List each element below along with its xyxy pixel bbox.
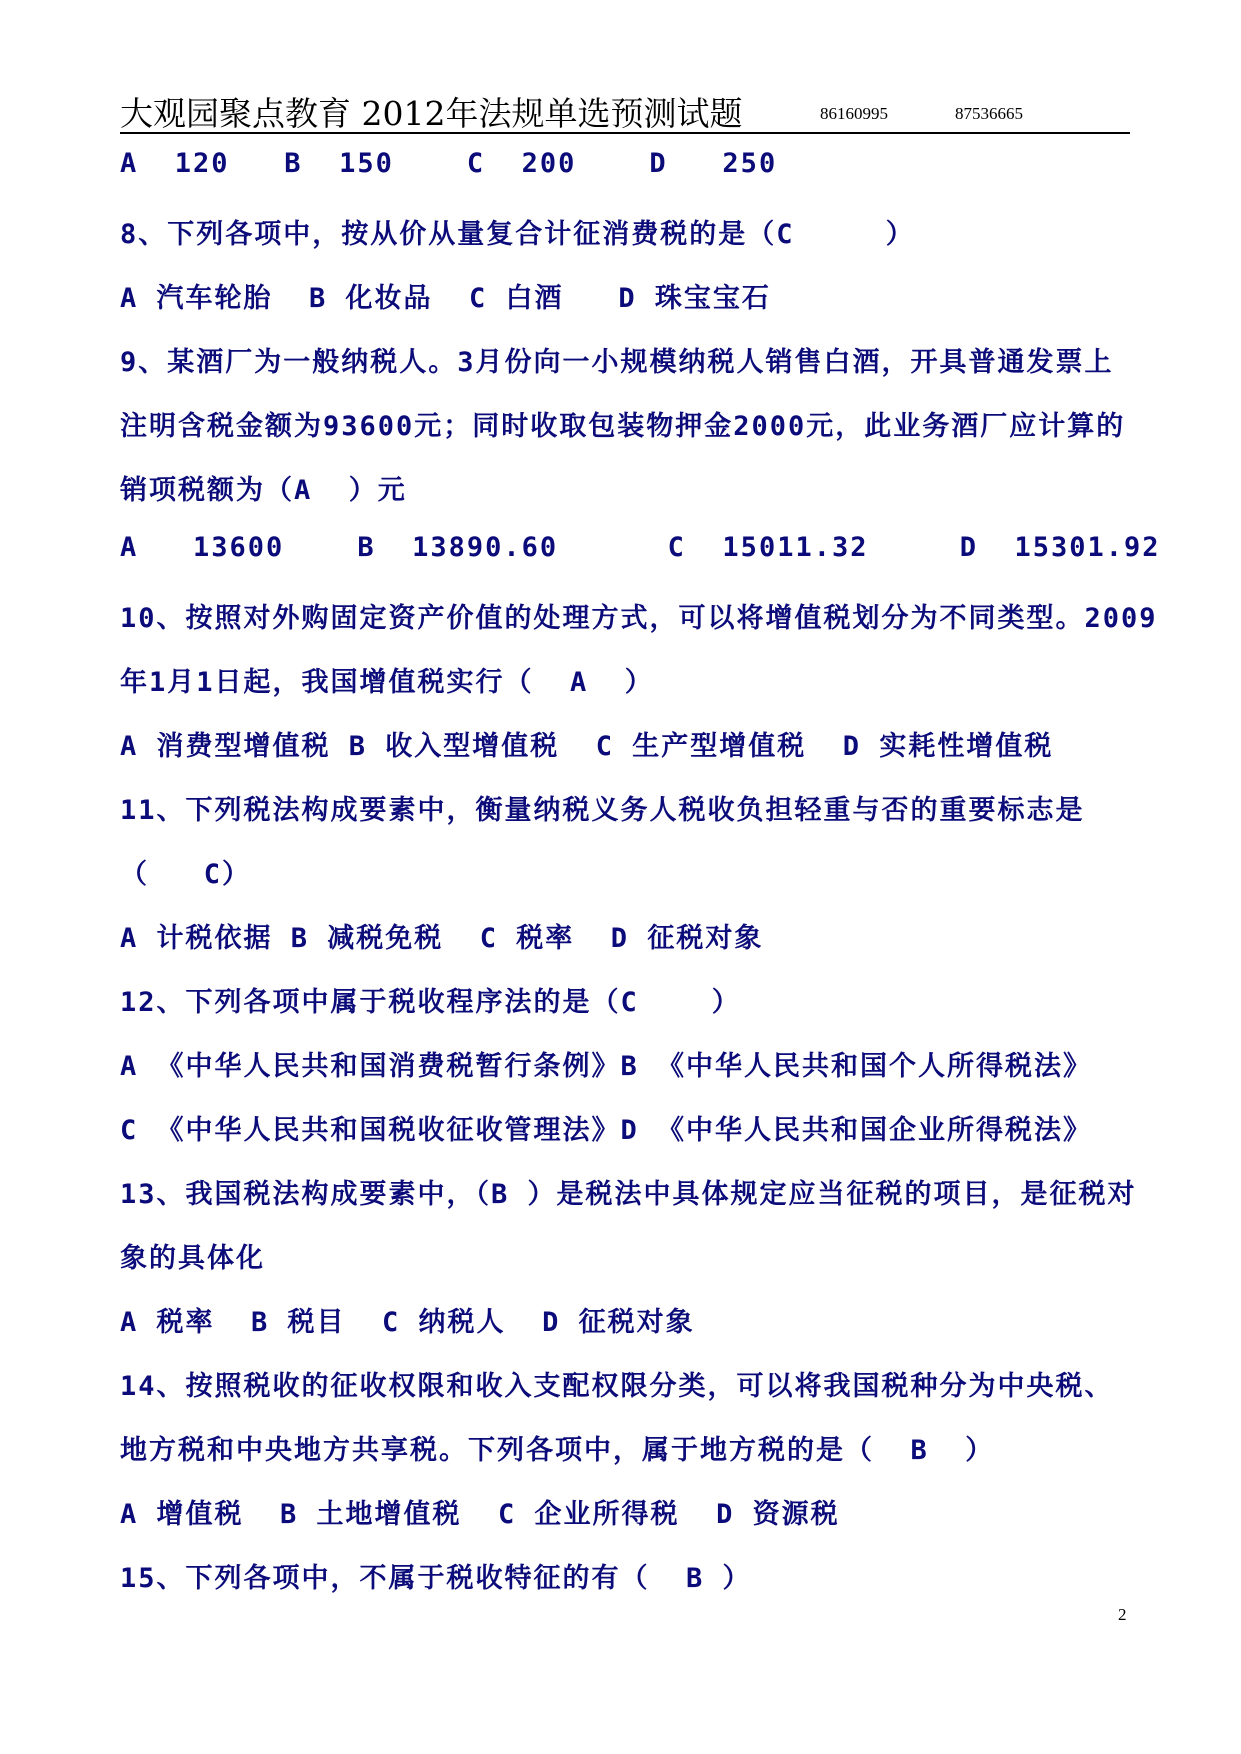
question-line: 10、按照对外购固定资产价值的处理方式，可以将增值税划分为不同类型。2009 [120,603,1158,634]
header-title: 大观园聚点教育 2012年法规单选预测试题 [120,94,743,133]
question-line: 注明含税金额为93600元；同时收取包装物押金2000元，此业务酒厂应计算的 [120,411,1126,442]
header-phone-2: 87536665 [955,104,1023,123]
question-line: 11、下列税法构成要素中，衡量纳税义务人税收负担轻重与否的重要标志是 [120,795,1085,826]
options-line: A 消费型增值税 B 收入型增值税 C 生产型增值税 D 实耗性增值税 [120,731,1054,762]
options-line: C 《中华人民共和国税收征收管理法》D 《中华人民共和国企业所得税法》 [120,1115,1093,1146]
question-line: 地方税和中央地方共享税。下列各项中，属于地方税的是（ B ） [120,1435,995,1466]
question-line: 14、按照税收的征收权限和收入支配权限分类，可以将我国税种分为中央税、 [120,1371,1114,1402]
question-line: 8、下列各项中，按从价从量复合计征消费税的是（C ） [120,219,915,250]
page-number: 2 [1118,1605,1127,1624]
question-line: 12、下列各项中属于税收程序法的是（C ） [120,987,741,1018]
options-line: A 增值税 B 土地增值税 C 企业所得税 D 资源税 [120,1499,840,1530]
options-line: A 《中华人民共和国消费税暂行条例》B 《中华人民共和国个人所得税法》 [120,1051,1093,1082]
question-line: 销项税额为（A ）元 [120,475,407,506]
options-line: A 税率 B 税目 C 纳税人 D 征税对象 [120,1307,695,1338]
question-line: 象的具体化 [120,1243,265,1274]
question-line: 15、下列各项中，不属于税收特征的有（ B ） [120,1563,752,1594]
page-header [120,82,1130,134]
header-phone-1: 86160995 [820,104,888,123]
question-line: 年1月1日起，我国增值税实行（ A ） [120,667,654,698]
options-line: A 汽车轮胎 B 化妆品 C 白酒 D 珠宝宝石 [120,283,771,314]
text-line: A 120 B 150 C 200 D 250 [120,148,778,179]
options-line: A 13600 B 13890.60 C 15011.32 D 15301.92 [120,532,1161,563]
options-line: A 计税依据 B 减税免税 C 税率 D 征税对象 [120,923,764,954]
question-line: （ C） [120,859,252,890]
question-line: 13、我国税法构成要素中，（B ）是税法中具体规定应当征税的项目，是征税对 [120,1179,1137,1210]
question-line: 9、某酒厂为一般纳税人。3月份向一小规模纳税人销售白酒，开具普通发票上 [120,347,1114,378]
